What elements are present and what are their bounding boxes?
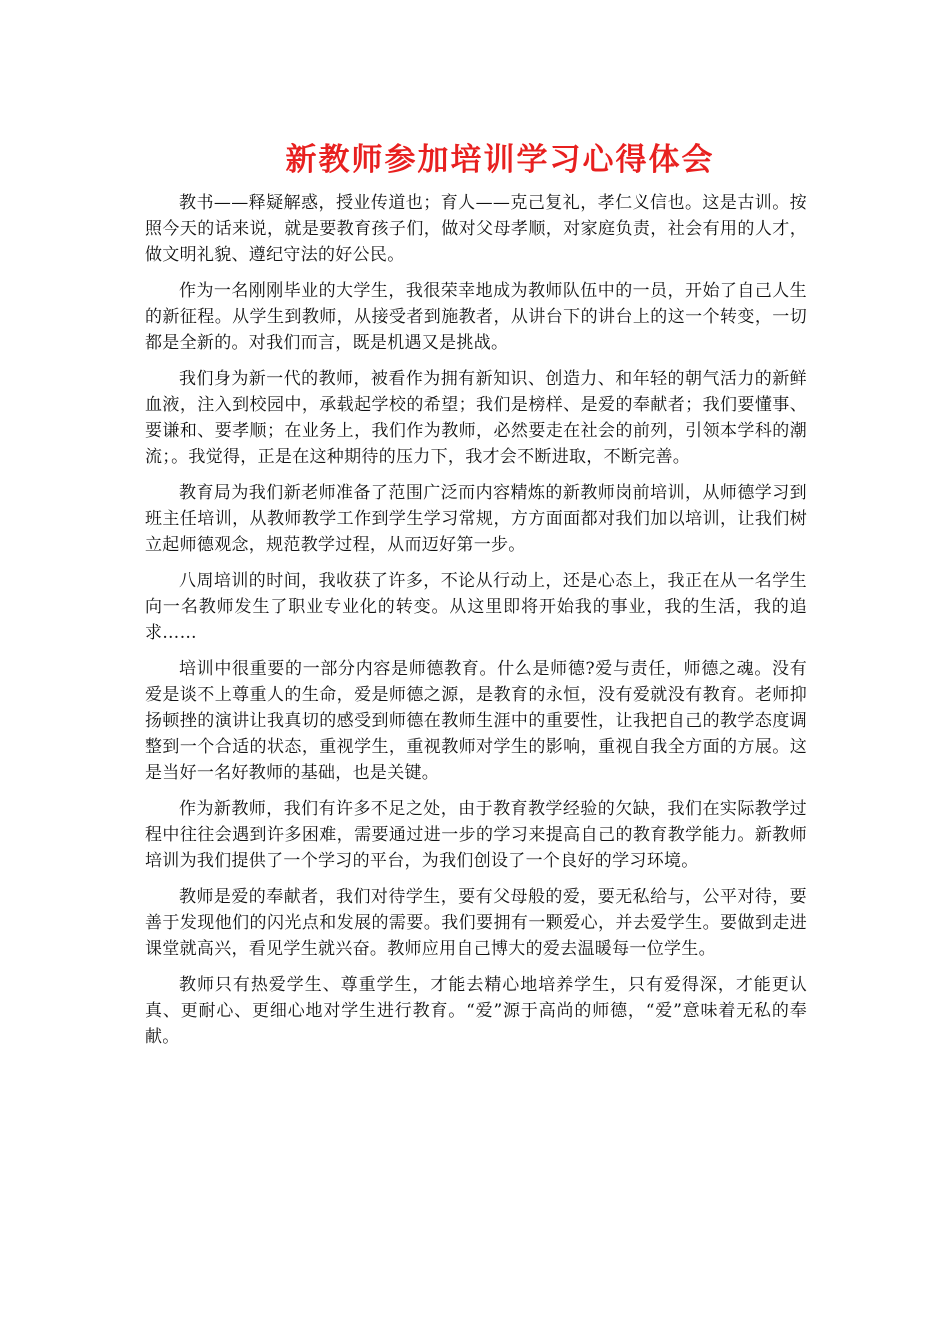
paragraph-4: 教育局为我们新老师准备了范围广泛而内容精炼的新教师岗前培训，从师德学习到班主任培训，从教师教学工作到学生学习常规，方方面面都对我们加以培训，让我们树立起师德观念，规范教学过程，从而迈好第一步。 <box>145 483 807 555</box>
paragraph-7: 作为新教师，我们有许多不足之处，由于教育教学经验的欠缺，我们在实际教学过程中往往会遇到许多困难，需要通过进一步的学习来提高自己的教育教学能力。新教师培训为我们提供了一个学习的平台，为我们创设了一个良好的学习环境。 <box>145 799 807 871</box>
paragraph-9: 教师只有热爱学生、尊重学生，才能去精心地培养学生，只有爱得深，才能更认真、更耐心、更细心地对学生进行教育。“爱”源于高尚的师德，“爱”意味着无私的奉献。 <box>145 975 807 1047</box>
paragraph-2: 作为一名刚刚毕业的大学生，我很荣幸地成为教师队伍中的一员，开始了自己人生的新征程。从学生到教师，从接受者到施教者，从讲台下的讲台上的这一个转变，一切都是全新的。对我们而言，既是机遇又是挑战。 <box>145 281 807 353</box>
paragraph-8: 教师是爱的奉献者，我们对待学生，要有父母般的爱，要无私给与，公平对待，要善于发现他们的闪光点和发展的需要。我们要拥有一颗爱心，并去爱学生。要做到走进课堂就高兴，看见学生就兴奋。教师应用自己博大的爱去温暖每一位学生。 <box>145 887 807 959</box>
paragraph-5: 八周培训的时间，我收获了许多，不论从行动上，还是心态上，我正在从一名学生向一名教师发生了职业专业化的转变。从这里即将开始我的事业，我的生活，我的追求…… <box>145 571 807 643</box>
document-title: 新教师参加培训学习心得体会 <box>285 142 715 178</box>
paragraph-3: 我们身为新一代的教师，被看作为拥有新知识、创造力、和年轻的朝气活力的新鲜血液，注入到校园中，承载起学校的希望；我们是榜样、是爱的奉献者；我们要懂事、要谦和、要孝顺；在业务上，我们作为教师，必然要走在社会的前列，引领本学科的潮流；。我觉得，正是在这种期待的压力下，我才会不断进取，不断完善。 <box>145 369 807 467</box>
paragraph-1: 教书——释疑解惑，授业传道也；育人——克己复礼，孝仁义信也。这是古训。按照今天的话来说，就是要教育孩子们，做对父母孝顺，对家庭负责，社会有用的人才，做文明礼貌、遵纪守法的好公民。 <box>145 193 807 265</box>
document-body <box>145 190 807 1060</box>
paragraph-6: 培训中很重要的一部分内容是师德教育。什么是师德?爱与责任，师德之魂。没有爱是谈不上尊重人的生命，爱是师德之源，是教育的永恒，没有爱就没有教育。老师抑扬顿挫的演讲让我真切的感受到师德在教师生涯中的重要性，让我把自己的教学态度调整到一个合适的状态，重视学生，重视教师对学生的影响，重视自我全方面的方展。这是当好一名好教师的基础，也是关键。 <box>145 659 807 783</box>
